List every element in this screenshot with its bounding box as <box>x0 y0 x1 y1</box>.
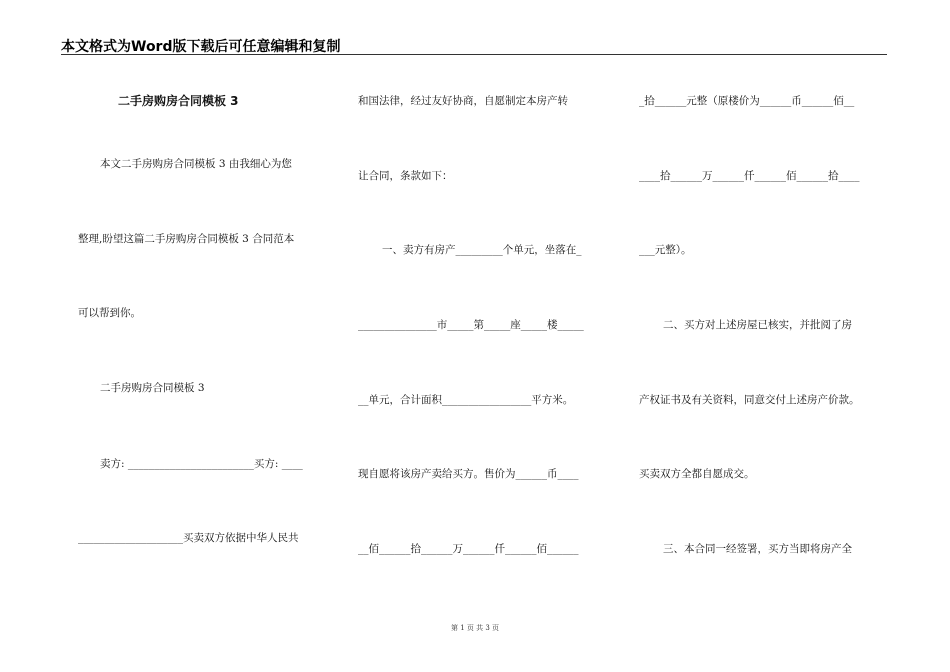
page-number: 第 1 页 共 3 页 <box>450 624 500 632</box>
contract-body-line: ____拾______万______仟______佰______拾____ <box>639 170 860 182</box>
clause-2-line: 二、买方对上述房屋已核实，并批阅了房 <box>663 319 852 331</box>
contract-body-line: __单元，合计面积_________________平方米。 <box>358 394 574 406</box>
contract-body-line: 和国法律，经过友好协商，自愿制定本房产转 <box>358 95 568 107</box>
contract-body-line: _拾______元整（原楼价为______币______佰__ <box>639 95 855 107</box>
intro-line-1: 本文二手房购房合同模板 3 由我细心为您 <box>100 158 292 170</box>
intro-line-2: 整理,盼望这篇二手房购房合同模板 3 合同范本 <box>78 233 295 245</box>
clause-3-line: 三、本合同一经签署，买方当即将房产全 <box>663 543 852 555</box>
clause-1-line: 一、卖方有房产_________个单元，坐落在_ <box>382 244 582 256</box>
contract-body-line: 买卖双方全都自愿成交。 <box>639 468 755 480</box>
section-heading: 二手房购房合同模板 3 <box>100 382 205 394</box>
contract-body-line: 现自愿将该房产卖给买方。售价为______币____ <box>358 468 579 480</box>
contract-body-line: _______________市_____第_____座_____楼_____ <box>358 319 584 331</box>
contract-body-line: ___元整）。 <box>639 244 692 256</box>
contract-body-line: ____________________买卖双方依据中华人民共 <box>78 532 299 544</box>
document-title: 二手房购房合同模板 3 <box>118 94 239 108</box>
seller-buyer-line: 卖方: ________________________买方: ____ <box>100 458 303 470</box>
contract-body-line: __佰______拾______万______仟______佰______ <box>358 543 579 555</box>
download-banner: 本文格式为Word版下载后可任意编辑和复制 <box>61 39 341 55</box>
banner-divider <box>61 54 887 55</box>
intro-line-3: 可以帮到你。 <box>78 307 141 319</box>
contract-body-line: 产权证书及有关资料，同意交付上述房产价款。 <box>639 394 860 406</box>
contract-body-line: 让合同，条款如下： <box>358 170 453 182</box>
